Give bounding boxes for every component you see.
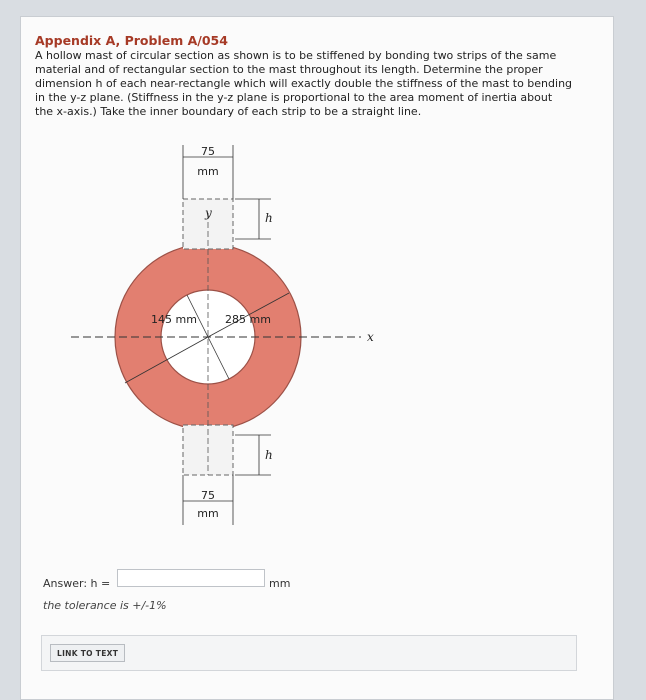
answer-label: Answer: h =: [43, 577, 111, 590]
bottom-h-label: h: [265, 448, 273, 462]
x-axis-label: x: [367, 330, 374, 344]
problem-card: [20, 16, 614, 700]
bottom-width-value: 75: [201, 489, 215, 502]
answer-unit: mm: [269, 577, 291, 590]
inner-diameter-label: 145 mm: [151, 313, 197, 326]
problem-line: dimension h of each near-rectangle which will exactly double the stiffness of the mast to bending: [35, 77, 573, 90]
tolerance-note: the tolerance is +/-1%: [43, 599, 167, 612]
link-bar: [41, 635, 577, 671]
problem-title: Appendix A, Problem A/054: [35, 33, 228, 48]
problem-line: material and of rectangular section to the mast throughout its length. Determine the proper: [35, 63, 543, 76]
link-to-text-button[interactable]: LINK TO TEXT: [50, 644, 125, 662]
outer-diameter-label: 285 mm: [225, 313, 271, 326]
top-width-unit: mm: [197, 165, 219, 178]
top-h-label: h: [265, 211, 273, 225]
mast-cross-section-figure: [21, 17, 615, 557]
y-axis-label: y: [205, 206, 212, 220]
problem-line: the x-axis.) Take the inner boundary of each strip to be a straight line.: [35, 105, 422, 118]
answer-input[interactable]: [117, 569, 265, 587]
top-width-value: 75: [201, 145, 215, 158]
problem-line: A hollow mast of circular section as shown is to be stiffened by bonding two strips of the same: [35, 49, 557, 62]
problem-line: in the y-z plane. (Stiffness in the y-z plane is proportional to the area moment of inertia about: [35, 91, 553, 104]
bottom-width-unit: mm: [197, 507, 219, 520]
